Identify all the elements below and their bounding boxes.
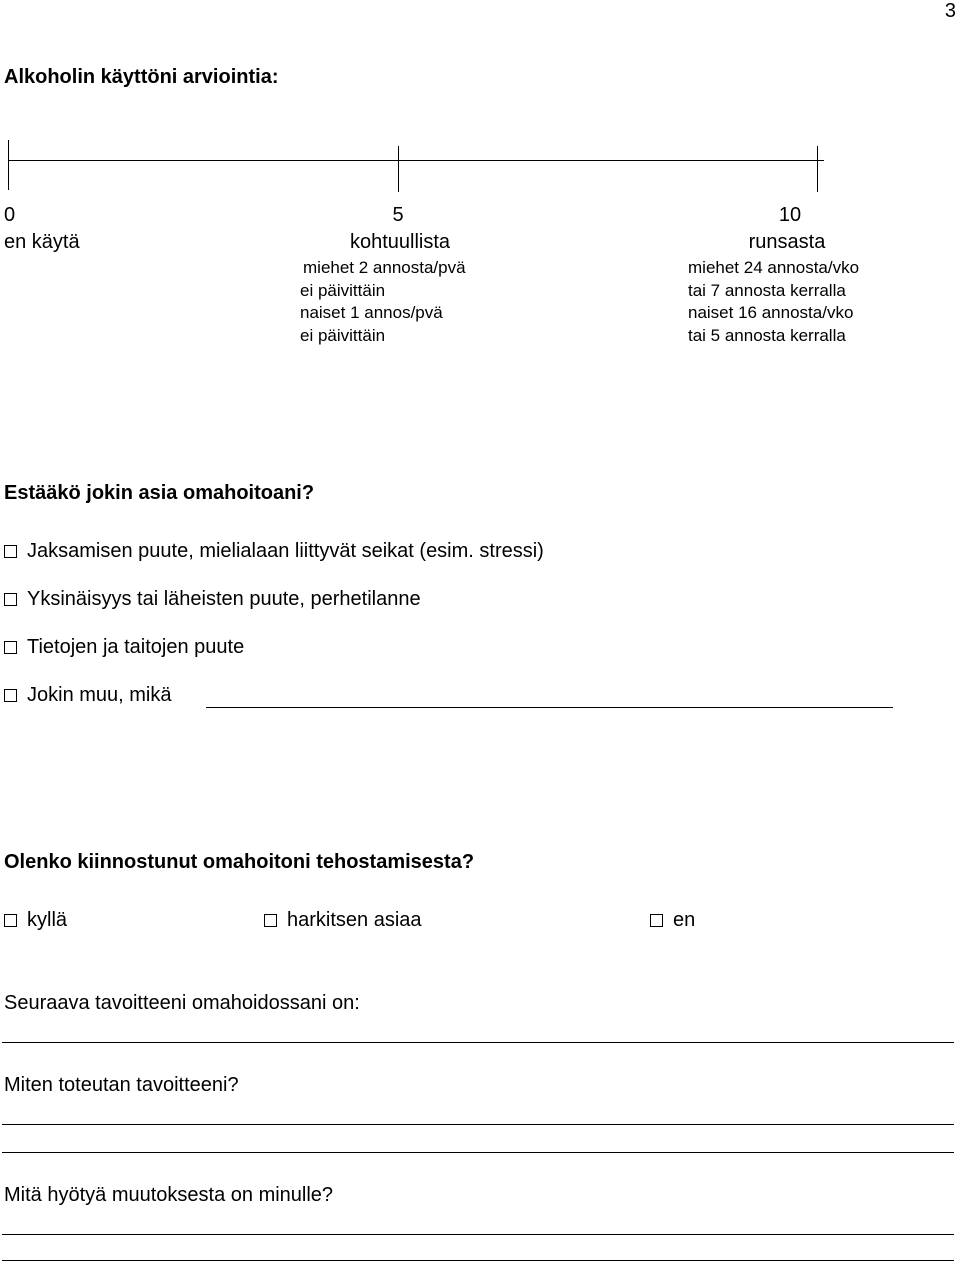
obstacle-option-other[interactable] — [4, 684, 172, 707]
scale-label-5: kohtuullista — [349, 231, 451, 253]
benefit-question: Mitä hyötyä muutoksesta on minulle? — [4, 1184, 334, 1206]
checkbox[interactable] — [4, 545, 17, 558]
scale-tick-5 — [398, 146, 399, 192]
checkbox[interactable] — [4, 641, 17, 654]
other-answer-line[interactable] — [206, 707, 893, 708]
option-label: Tietojen ja taitojen puute — [27, 636, 245, 658]
scale-value-0: 0 — [4, 204, 16, 226]
scale-detail: naiset 1 annos/pvä — [300, 303, 443, 322]
scale-detail: tai 7 annosta kerralla — [688, 281, 846, 300]
obstacle-option-fatigue[interactable] — [4, 540, 544, 563]
scale-label-10: runsasta — [748, 231, 826, 253]
obstacle-option-loneliness[interactable] — [4, 588, 421, 611]
scale-label-0: en käytä — [4, 231, 80, 253]
goal-method-question: Miten toteutan tavoitteeni? — [4, 1074, 239, 1096]
checkbox[interactable] — [4, 593, 17, 606]
interest-option-yes[interactable] — [4, 909, 67, 932]
option-label: harkitsen asiaa — [287, 909, 422, 931]
page-number: 3 — [944, 0, 956, 22]
answer-line[interactable] — [2, 1124, 954, 1125]
scale-detail: miehet 24 annosta/vko — [688, 258, 860, 277]
answer-line[interactable] — [2, 1234, 954, 1235]
checkbox[interactable] — [650, 914, 663, 927]
scale-detail: miehet 2 annosta/pvä — [303, 258, 466, 277]
obstacle-option-knowledge[interactable] — [4, 636, 244, 659]
scale-detail: naiset 16 annosta/vko — [688, 303, 854, 322]
answer-line[interactable] — [2, 1260, 954, 1261]
alcohol-assessment-title: Alkoholin käyttöni arviointia: — [4, 66, 279, 88]
option-label: kyllä — [27, 909, 68, 931]
scale-line — [8, 160, 824, 161]
scale-detail: ei päivittäin — [300, 326, 386, 345]
answer-line[interactable] — [2, 1042, 954, 1043]
answer-line[interactable] — [2, 1152, 954, 1153]
scale-value-5: 5 — [392, 204, 404, 226]
option-label: Yksinäisyys tai läheisten puute, perhetilanne — [27, 588, 421, 610]
checkbox[interactable] — [4, 914, 17, 927]
next-goal-question: Seuraava tavoitteeni omahoidossani on: — [4, 992, 360, 1014]
option-label: en — [673, 909, 696, 931]
scale-value-10: 10 — [778, 204, 802, 226]
scale-tick-10 — [817, 146, 818, 192]
option-label: Jaksamisen puute, mielialaan liittyvät seikat (esim. stressi) — [27, 540, 544, 562]
scale-tick-0 — [8, 140, 9, 190]
interest-option-considering[interactable] — [264, 909, 422, 932]
obstacles-title: Estääkö jokin asia omahoitoani? — [4, 482, 315, 504]
scale-detail: ei päivittäin — [300, 281, 386, 300]
scale-detail: tai 5 annosta kerralla — [688, 326, 846, 345]
interest-title: Olenko kiinnostunut omahoitoni tehostamisesta? — [4, 851, 475, 873]
interest-option-no[interactable] — [650, 909, 695, 932]
checkbox[interactable] — [264, 914, 277, 927]
option-label: Jokin muu, mikä — [27, 684, 172, 706]
checkbox[interactable] — [4, 689, 17, 702]
